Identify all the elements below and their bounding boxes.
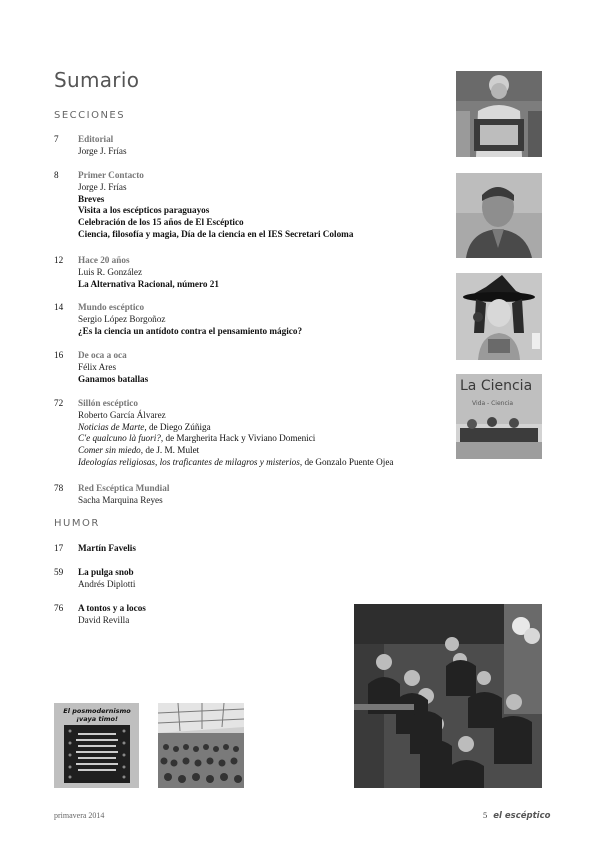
section-name: Primer Contacto xyxy=(78,170,144,180)
book-author: , de Margherita Hack y Viviano Domenici xyxy=(160,433,316,444)
article-title: La Alternativa Racional, número 21 xyxy=(78,278,219,289)
la-ciencia-text: La Ciencia xyxy=(460,378,533,394)
book-review-line xyxy=(78,433,454,445)
photo-auditorium-audience xyxy=(158,703,244,788)
author-name: Luis R. González xyxy=(78,266,143,277)
section-name: Red Escéptica Mundial xyxy=(78,483,170,493)
author-name: Andrés Diplotti xyxy=(78,578,136,589)
article-title: Martín Favelis xyxy=(78,543,136,553)
author-name: Félix Ares xyxy=(78,361,117,372)
book-title: C'e qualcuno là fuori? xyxy=(78,433,161,444)
photo-elderly-man-with-frame xyxy=(456,71,542,157)
footer-page-number: 5 xyxy=(483,810,488,820)
toc-entry xyxy=(54,483,454,507)
toc-entry xyxy=(54,398,454,469)
book-review-line xyxy=(78,422,454,434)
page-number: 14 xyxy=(54,302,64,312)
humor-heading: HUMOR xyxy=(54,518,100,529)
book-cover-title: El posmodernismo ¡vaya timo! xyxy=(63,707,131,723)
secciones-heading: SECCIONES xyxy=(54,110,126,121)
article-title: Ciencia, filosofía y magia, Día de la ciencia en el IES Secretari Coloma xyxy=(78,228,354,239)
humor-entry xyxy=(54,567,454,591)
book-author: , de J. M. Mulet xyxy=(140,445,200,456)
toc-entry xyxy=(54,350,454,385)
article-title: Visita a los escépticos paraguayos xyxy=(78,205,210,216)
photo-nuremberg-trial xyxy=(354,604,542,788)
toc-entry xyxy=(54,170,454,241)
section-name: Mundo escéptico xyxy=(78,302,145,312)
photo-la-ciencia-event xyxy=(456,374,542,459)
page-number: 76 xyxy=(54,603,64,613)
book-review-line xyxy=(78,457,454,469)
section-name: Editorial xyxy=(78,134,114,144)
article-title: Celebración de los 15 años de El Escéptico xyxy=(78,217,244,228)
author-name: Jorge J. Frías xyxy=(78,181,127,192)
author-name: Sergio López Borgoñoz xyxy=(78,313,166,324)
photo-woman-witch-hat xyxy=(456,273,542,360)
article-title: Ganamos batallas xyxy=(78,373,149,384)
book-author: , de Gonzalo Puente Ojea xyxy=(299,456,394,467)
footer-magazine-name: el escéptico xyxy=(493,811,551,821)
book-review-line xyxy=(78,445,454,457)
author-name: Sacha Marquina Reyes xyxy=(78,494,163,505)
photo-man-portrait xyxy=(456,173,542,258)
article-title: La pulga snob xyxy=(78,567,134,577)
page-number: 12 xyxy=(54,255,64,265)
section-name: De oca a oca xyxy=(78,350,127,360)
footer-season: primavera 2014 xyxy=(54,811,105,820)
article-title: ¿Es la ciencia un antídoto contra el pensamiento mágico? xyxy=(78,325,303,336)
article-title: Breves xyxy=(78,193,105,204)
author-name: David Revilla xyxy=(78,614,130,625)
toc-entry xyxy=(54,134,454,158)
book-cover-posmodernismo xyxy=(54,703,139,788)
la-ciencia-subtext: Vida - Ciencia xyxy=(472,400,514,407)
book-author: , de Diego Zúñiga xyxy=(144,421,211,432)
author-name: Roberto García Álvarez xyxy=(78,409,166,420)
page-number: 16 xyxy=(54,350,64,360)
book-cover-panel xyxy=(64,725,130,783)
section-name: Hace 20 años xyxy=(78,255,130,265)
book-title: Comer sin miedo xyxy=(78,445,141,456)
page-number: 78 xyxy=(54,483,64,493)
book-title: Ideologías religiosas, los traficantes de milagros y misterios xyxy=(78,456,300,467)
article-title: A tontos y a locos xyxy=(78,603,146,613)
page-number: 8 xyxy=(54,170,59,180)
page-number: 59 xyxy=(54,567,64,577)
page-number: 72 xyxy=(54,398,64,408)
page-number: 17 xyxy=(54,543,64,553)
page-number: 7 xyxy=(54,134,59,144)
footer-page-info xyxy=(483,810,550,821)
section-name: Sillón escéptico xyxy=(78,398,138,408)
toc-entry xyxy=(54,255,454,290)
book-title: Noticias de Marte xyxy=(78,421,145,432)
toc-entry xyxy=(54,302,454,337)
author-name: Jorge J. Frías xyxy=(78,145,127,156)
page-title: Sumario xyxy=(54,68,140,92)
humor-entry xyxy=(54,543,454,555)
